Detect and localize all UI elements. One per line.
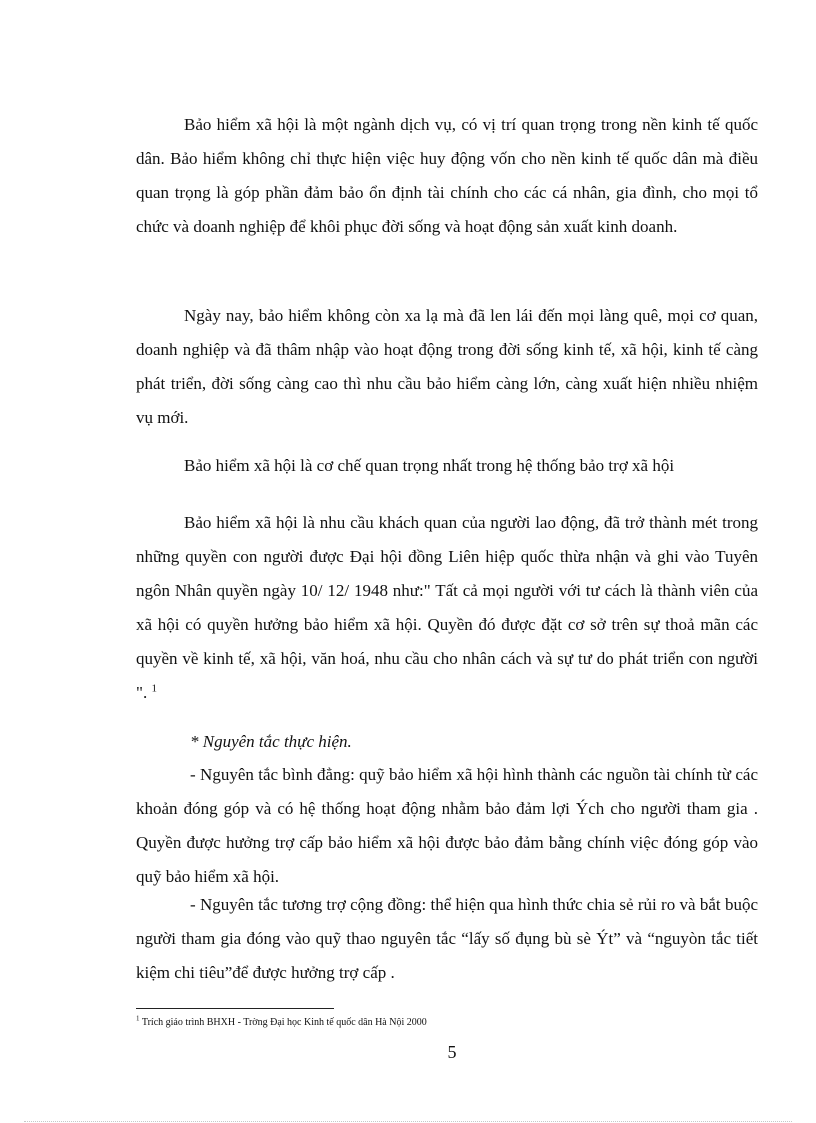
paragraph-human-rights [136, 506, 758, 710]
community-support-principle: - Nguyên tắc tương trợ cộng đồng: thể hiện qua hình thức chia sẻ rủi ro và bắt buộc người tham gia đóng vào quỹ thao nguyên tắc “lấy số đụng bù sè Ýt” và “nguyòn tắc tiết kiệm chi tiêu”để được hưởng trợ cấp . [136, 895, 758, 982]
principles-heading: * Nguyên tắc thực hiện. [190, 732, 352, 751]
footnote-separator [136, 1008, 334, 1009]
footnote-reference: 1 [151, 682, 157, 695]
footnote [136, 1016, 427, 1030]
footnote-text: Trích giáo trình BHXH - Trờng Đại học Kinh tế quốc dân Hà Nội 2000 [141, 1017, 427, 1028]
equality-principle: - Nguyên tắc bình đẳng: quỹ bảo hiểm xã hội hình thành các nguồn tài chính từ các khoản đóng góp và có hệ thống hoạt động nhằm bảo đảm lợi Ých cho người tham gia . Quyền được hưởng trợ cấp bảo hiểm xã hội được bảo đảm bằng chính việc đóng góp vào quỹ bảo hiểm xã hội. [136, 765, 758, 886]
page-number: 5 [447, 1042, 457, 1062]
paragraph-intro: Bảo hiểm xã hội là một ngành dịch vụ, có vị trí quan trọng trong nền kinh tế quốc dân. Bảo hiểm không chỉ thực hiện việc huy động vốn cho nền kinh tế quốc dân mà điều quan trọng là góp phần đảm bảo ổn định tài chính cho các cá nhân, gia đình, cho mọi tổ chức và doanh nghiệp để khôi phục đời sống và hoạt động sản xuất kinh doanh. [136, 115, 758, 236]
footnote-marker: 1 [136, 1014, 140, 1023]
paragraph-human-rights-text: Bảo hiểm xã hội là nhu cầu khách quan của người lao động, đã trở thành mét trong những quyền con người được Đại hội đồng Liên hiệp quốc thừa nhận và ghi vào Tuyên ngôn Nhân quyền ngày 10/ 12/ 1948 như:" Tất cả mọi người với tư cách là thành viên của xã hội có quyền hưởng bảo hiểm xã hội. Quyền đó được đặt cơ sở trên sự thoả mãn các quyền về kinh tế, xã hội, văn hoá, nhu cầu cho nhân cách và sự tư do phát triển con người ". [136, 513, 758, 702]
page-bottom-edge [24, 1121, 792, 1122]
paragraph-today: Ngày nay, bảo hiểm không còn xa lạ mà đã len lái đến mọi làng quê, mọi cơ quan, doanh nghiệp và đã thâm nhập vào hoạt động trong đời sống kinh tế, xã hội, kinh tế càng phát triển, đời sống càng cao thì nhu cầu bảo hiểm càng lớn, càng xuất hiện nhiều nhiệm vụ mới. [136, 306, 758, 427]
paragraph-mechanism: Bảo hiểm xã hội là cơ chế quan trọng nhất trong hệ thống bảo trợ xã hội [184, 456, 675, 475]
